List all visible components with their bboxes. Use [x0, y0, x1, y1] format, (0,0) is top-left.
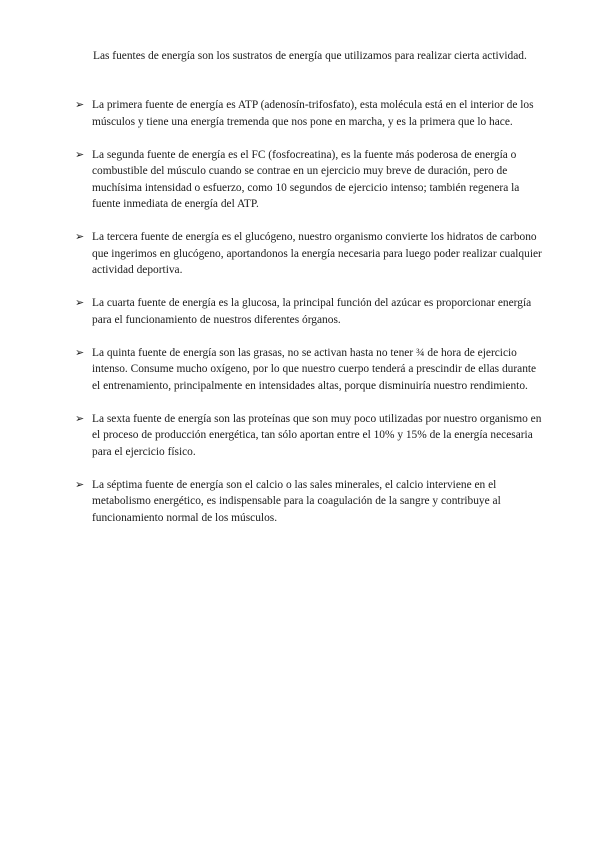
- arrowhead-bullet-icon: ➢: [75, 147, 85, 161]
- list-item-text: La tercera fuente de energía es el glucógeno, nuestro organismo convierte los hidratos de carbono que ingerimos en glucógeno, aportandonos la energía necesaria para luego poder realizar cualquier actividad deportiva.: [92, 231, 542, 276]
- list-item: [75, 147, 547, 213]
- arrowhead-bullet-icon: ➢: [75, 477, 85, 491]
- list-item-text: La cuarta fuente de energía es la glucosa, la principal función del azúcar es proporcionar energía para el funcionamiento de nuestros diferentes órganos.: [92, 297, 532, 326]
- arrowhead-bullet-icon: ➢: [75, 296, 85, 309]
- list-item-text: La sexta fuente de energía son las proteínas que son muy poco utilizadas por nuestro organismo en el proceso de producción energética, tan sólo aportan entre el 10% y 15% de la energía necesaria para el ejercicio físico.: [92, 412, 542, 458]
- list-item: [75, 229, 547, 279]
- list-item-text: La primera fuente de energía es ATP (adenosín-trifosfato), esta molécula está en el interior de los músculos y tiene una energía tremenda que nos pone en marcha, y es la primera que lo hace.: [92, 99, 534, 128]
- list-item-text: La séptima fuente de energía son el calcio o las sales minerales, el calcio interviene en el metabolismo energético, es indispensable para la coagulación de la sangre y contribuye al funcionamiento normal de los músculos.: [92, 478, 501, 524]
- energy-sources-list: [75, 97, 547, 543]
- arrowhead-bullet-icon: ➢: [75, 345, 85, 359]
- arrowhead-bullet-icon: ➢: [75, 411, 85, 425]
- arrowhead-bullet-icon: ➢: [75, 230, 85, 243]
- list-item: [75, 411, 547, 461]
- list-item-text: La segunda fuente de energía es el FC (fosfocreatina), es la fuente más poderosa de energía o combustible del músculo cuando se contrae en un ejercicio muy breve de duración, pero de muchísima intensidad o esfuerzo, como 10 segundos de ejercicio intenso; también regenera la fuente inmediata de energía del ATP.: [92, 148, 520, 210]
- list-item: [75, 345, 547, 395]
- list-item: [75, 295, 547, 328]
- intro-paragraph: Las fuentes de energía son los sustratos de energía que utilizamos para realizar cierta actividad.: [93, 50, 527, 62]
- arrowhead-bullet-icon: ➢: [75, 98, 85, 111]
- list-item: [75, 477, 547, 527]
- list-item: [75, 97, 547, 130]
- list-item-text: La quinta fuente de energía son las grasas, no se activan hasta no tener ¾ de hora de ejercicio intenso. Consume mucho oxígeno, por lo que nuestro cuerpo tenderá a prescindir de ellas durante el entrenamiento, principalmente en intensidades altas, porque disminuiría nuestro rendimiento.: [92, 346, 537, 392]
